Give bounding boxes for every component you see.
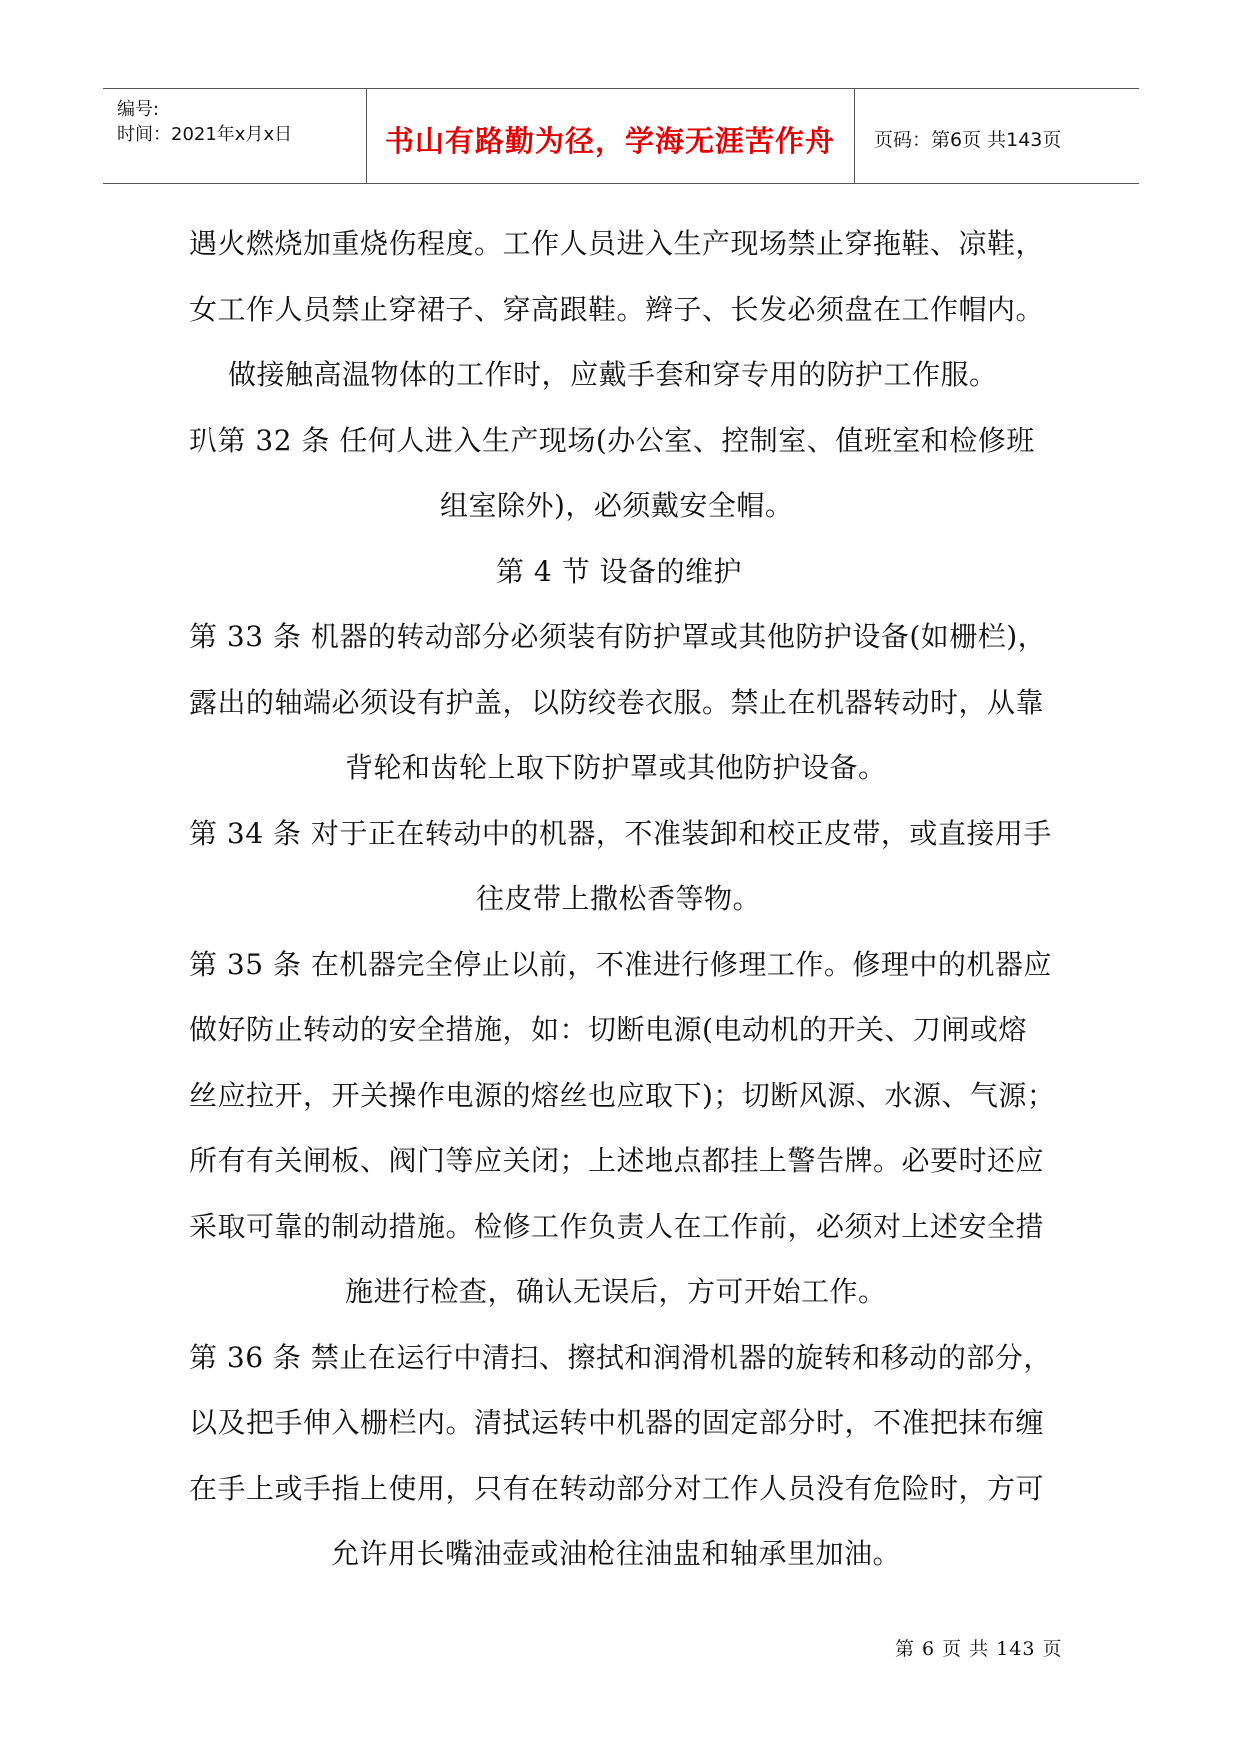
- time-label: 时间：2021年x月x日: [117, 124, 293, 145]
- body-line: 做接触高温物体的工作时，应戴手套和穿专用的防护工作服。: [228, 358, 998, 391]
- body-line: 女工作人员禁止穿裙子、穿高跟鞋。辫子、长发必须盘在工作帽内。: [189, 293, 1045, 326]
- article-36-heading: 第 36 条 禁止在运行中清扫、擦拭和润滑机器的旋转和移动的部分，: [189, 1341, 1052, 1374]
- body-line: 在手上或手指上使用，只有在转动部分对工作人员没有危险时，方可: [189, 1472, 1045, 1505]
- body-line: 丝应拉开，开关操作电源的熔丝也应取下)；切断风源、水源、气源；: [189, 1079, 1056, 1112]
- body-line: 施进行检查，确认无误后，方可开始工作。: [345, 1275, 887, 1308]
- body-line: 组室除外)，必须戴安全帽。: [440, 489, 794, 522]
- motto-text: 书山有路勤为径，学海无涯苦作舟: [384, 124, 835, 158]
- body-line: 以及把手伸入栅栏内。清拭运转中机器的固定部分时，不准把抹布缠: [189, 1406, 1045, 1439]
- body-line: 背轮和齿轮上取下防护罩或其他防护设备。: [345, 751, 887, 784]
- section-title: 第 4 节 设备的维护: [496, 555, 743, 588]
- body-line: 所有有关闸板、阀门等应关闭；上述地点都挂上警告牌。必要时还应: [189, 1144, 1045, 1177]
- header-info-cell: [103, 89, 367, 183]
- page-header: [103, 88, 1139, 184]
- header-page-number: 页码：第6页 共143页: [874, 129, 1062, 151]
- number-label: 编号:: [117, 99, 160, 120]
- header-motto-cell: [366, 89, 855, 183]
- body-line: 遇火燃烧加重烧伤程度。工作人员进入生产现场禁止穿拖鞋、凉鞋，: [189, 227, 1045, 260]
- header-page-cell: [854, 89, 1139, 183]
- body-line: 允许用长嘴油壶或油枪往油盅和轴承里加油。: [331, 1537, 902, 1570]
- body-line: 露出的轴端必须设有护盖，以防绞卷衣服。禁止在机器转动时，从靠: [189, 686, 1045, 719]
- body-line: 往皮带上撒松香等物。: [476, 882, 762, 915]
- article-33-heading: 第 33 条 机器的转动部分必须装有防护罩或其他防护设备(如栅栏)，: [189, 620, 1047, 653]
- body-line: 做好防止转动的安全措施，如：切断电源(电动机的开关、刀闸或熔: [189, 1013, 1027, 1046]
- footer-page-number: 第 6 页 共 143 页: [895, 1638, 1063, 1660]
- article-34-heading: 第 34 条 对于正在转动中的机器，不准装卸和校正皮带，或直接用手: [189, 817, 1052, 850]
- article-32-heading: 玐第 32 条 任何人进入生产现场(办公室、控制室、值班室和检修班: [189, 424, 1035, 457]
- article-35-heading: 第 35 条 在机器完全停止以前，不准进行修理工作。修理中的机器应: [189, 948, 1052, 981]
- body-line: 采取可靠的制动措施。检修工作负责人在工作前，必须对上述安全措: [189, 1210, 1045, 1243]
